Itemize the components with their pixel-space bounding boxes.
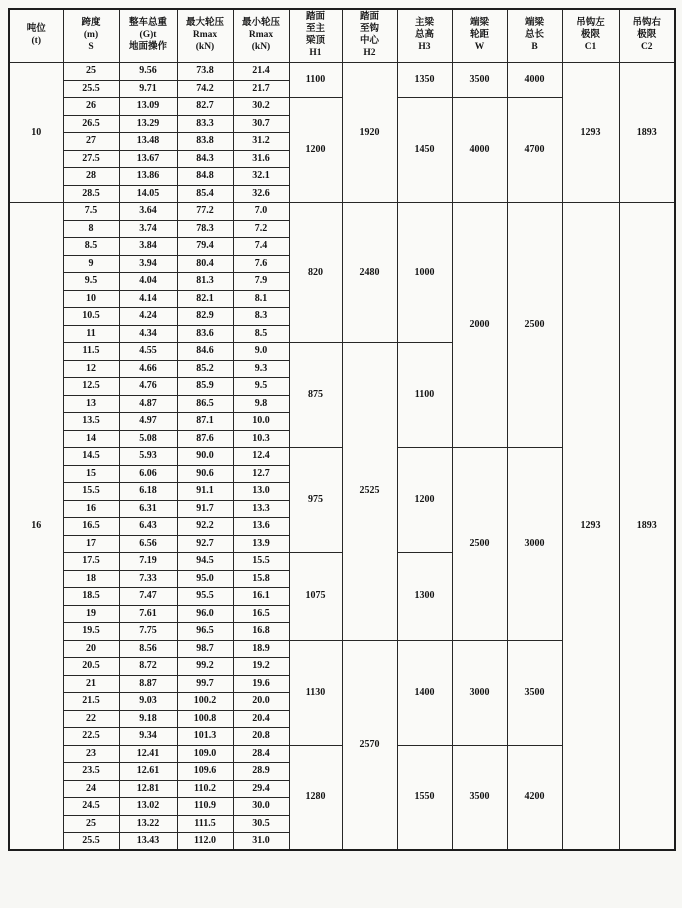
weight-cell: 7.19	[119, 553, 177, 571]
rmin-cell: 18.9	[233, 640, 289, 658]
span-cell: 12.5	[63, 378, 119, 396]
h3-cell: 1100	[397, 343, 452, 448]
rmax-cell: 100.2	[177, 693, 233, 711]
crane-spec-table	[8, 8, 676, 851]
weight-cell: 4.14	[119, 290, 177, 308]
rmin-cell: 28.4	[233, 745, 289, 763]
weight-cell: 13.02	[119, 798, 177, 816]
rmin-cell: 7.2	[233, 220, 289, 238]
span-cell: 26	[63, 98, 119, 116]
rmax-cell: 83.6	[177, 325, 233, 343]
rmin-cell: 30.7	[233, 115, 289, 133]
weight-cell: 12.41	[119, 745, 177, 763]
span-cell: 25.5	[63, 833, 119, 851]
rmin-cell: 10.3	[233, 430, 289, 448]
rmax-cell: 94.5	[177, 553, 233, 571]
span-cell: 21.5	[63, 693, 119, 711]
rmin-cell: 8.1	[233, 290, 289, 308]
weight-cell: 13.43	[119, 833, 177, 851]
span-cell: 8.5	[63, 238, 119, 256]
tonnage-cell: 16	[9, 203, 63, 851]
weight-cell: 6.31	[119, 500, 177, 518]
rmax-cell: 80.4	[177, 255, 233, 273]
rmax-cell: 84.8	[177, 168, 233, 186]
span-cell: 25	[63, 63, 119, 81]
span-cell: 16.5	[63, 518, 119, 536]
h3-cell: 1300	[397, 553, 452, 641]
rmin-cell: 7.0	[233, 203, 289, 221]
rmax-cell: 110.9	[177, 798, 233, 816]
weight-cell: 14.05	[119, 185, 177, 203]
rmin-cell: 21.7	[233, 80, 289, 98]
weight-cell: 8.72	[119, 658, 177, 676]
weight-cell: 8.56	[119, 640, 177, 658]
b-cell: 4700	[507, 98, 562, 203]
rmin-cell: 15.5	[233, 553, 289, 571]
h3-cell: 1200	[397, 448, 452, 553]
span-cell: 19.5	[63, 623, 119, 641]
rmin-cell: 31.6	[233, 150, 289, 168]
column-header-w: 端梁 轮距 W	[452, 9, 507, 63]
c2-cell: 1893	[619, 63, 675, 203]
span-cell: 18.5	[63, 588, 119, 606]
span-cell: 11	[63, 325, 119, 343]
weight-cell: 13.67	[119, 150, 177, 168]
weight-cell: 3.84	[119, 238, 177, 256]
rmin-cell: 9.5	[233, 378, 289, 396]
weight-cell: 8.87	[119, 675, 177, 693]
rmax-cell: 85.4	[177, 185, 233, 203]
column-header-h2: 踏面 至钩 中心 H2	[342, 9, 397, 63]
span-cell: 9.5	[63, 273, 119, 291]
h1-cell: 820	[289, 203, 342, 343]
rmax-cell: 84.6	[177, 343, 233, 361]
span-cell: 24	[63, 780, 119, 798]
table-row	[9, 63, 675, 81]
rmin-cell: 10.0	[233, 413, 289, 431]
weight-cell: 13.48	[119, 133, 177, 151]
rmin-cell: 12.4	[233, 448, 289, 466]
rmin-cell: 30.2	[233, 98, 289, 116]
tonnage-cell: 10	[9, 63, 63, 203]
rmin-cell: 13.3	[233, 500, 289, 518]
weight-cell: 9.34	[119, 728, 177, 746]
h1-cell: 1075	[289, 553, 342, 641]
table-row	[9, 203, 675, 221]
rmax-cell: 90.0	[177, 448, 233, 466]
rmax-cell: 86.5	[177, 395, 233, 413]
header-row	[9, 9, 675, 63]
rmin-cell: 19.2	[233, 658, 289, 676]
rmin-cell: 31.2	[233, 133, 289, 151]
rmax-cell: 96.0	[177, 605, 233, 623]
span-cell: 9	[63, 255, 119, 273]
rmax-cell: 77.2	[177, 203, 233, 221]
column-header-c1: 吊钩左 极限 C1	[562, 9, 619, 63]
span-cell: 19	[63, 605, 119, 623]
span-cell: 22	[63, 710, 119, 728]
rmin-cell: 13.9	[233, 535, 289, 553]
span-cell: 15	[63, 465, 119, 483]
rmax-cell: 85.9	[177, 378, 233, 396]
rmin-cell: 8.3	[233, 308, 289, 326]
span-cell: 28.5	[63, 185, 119, 203]
span-cell: 26.5	[63, 115, 119, 133]
c2-cell: 1893	[619, 203, 675, 851]
b-cell: 4200	[507, 745, 562, 850]
rmax-cell: 109.0	[177, 745, 233, 763]
column-header-rmax: 最大轮压 Rmax (kN)	[177, 9, 233, 63]
rmax-cell: 112.0	[177, 833, 233, 851]
rmax-cell: 92.7	[177, 535, 233, 553]
weight-cell: 13.86	[119, 168, 177, 186]
rmin-cell: 12.7	[233, 465, 289, 483]
weight-cell: 4.55	[119, 343, 177, 361]
table-header	[9, 9, 675, 63]
column-header-tonnage: 吨位 (t)	[9, 9, 63, 63]
span-cell: 27.5	[63, 150, 119, 168]
column-header-c2: 吊钩右 极限 C2	[619, 9, 675, 63]
weight-cell: 13.22	[119, 815, 177, 833]
w-cell: 2000	[452, 203, 507, 448]
rmin-cell: 9.3	[233, 360, 289, 378]
span-cell: 7.5	[63, 203, 119, 221]
h3-cell: 1450	[397, 98, 452, 203]
weight-cell: 9.71	[119, 80, 177, 98]
b-cell: 2500	[507, 203, 562, 448]
rmax-cell: 95.5	[177, 588, 233, 606]
h2-cell: 2570	[342, 640, 397, 850]
span-cell: 23	[63, 745, 119, 763]
rmax-cell: 111.5	[177, 815, 233, 833]
rmin-cell: 31.0	[233, 833, 289, 851]
rmax-cell: 83.3	[177, 115, 233, 133]
h1-cell: 1280	[289, 745, 342, 850]
rmin-cell: 13.0	[233, 483, 289, 501]
h3-cell: 1350	[397, 63, 452, 98]
weight-cell: 6.43	[119, 518, 177, 536]
rmax-cell: 83.8	[177, 133, 233, 151]
rmin-cell: 16.5	[233, 605, 289, 623]
column-header-b: 端梁 总长 B	[507, 9, 562, 63]
rmax-cell: 98.7	[177, 640, 233, 658]
rmin-cell: 20.8	[233, 728, 289, 746]
c1-cell: 1293	[562, 63, 619, 203]
rmax-cell: 110.2	[177, 780, 233, 798]
weight-cell: 3.64	[119, 203, 177, 221]
span-cell: 20.5	[63, 658, 119, 676]
column-header-h1: 踏面 至主 梁顶 H1	[289, 9, 342, 63]
weight-cell: 4.66	[119, 360, 177, 378]
rmax-cell: 79.4	[177, 238, 233, 256]
span-cell: 14.5	[63, 448, 119, 466]
rmin-cell: 15.8	[233, 570, 289, 588]
rmax-cell: 100.8	[177, 710, 233, 728]
rmax-cell: 87.1	[177, 413, 233, 431]
rmin-cell: 19.6	[233, 675, 289, 693]
rmin-cell: 16.1	[233, 588, 289, 606]
span-cell: 10	[63, 290, 119, 308]
rmax-cell: 82.9	[177, 308, 233, 326]
rmax-cell: 74.2	[177, 80, 233, 98]
rmax-cell: 96.5	[177, 623, 233, 641]
rmax-cell: 91.7	[177, 500, 233, 518]
rmin-cell: 7.6	[233, 255, 289, 273]
span-cell: 16	[63, 500, 119, 518]
rmin-cell: 7.4	[233, 238, 289, 256]
h2-cell: 1920	[342, 63, 397, 203]
rmin-cell: 16.8	[233, 623, 289, 641]
weight-cell: 7.47	[119, 588, 177, 606]
rmax-cell: 95.0	[177, 570, 233, 588]
span-cell: 24.5	[63, 798, 119, 816]
weight-cell: 7.61	[119, 605, 177, 623]
w-cell: 3500	[452, 63, 507, 98]
weight-cell: 5.08	[119, 430, 177, 448]
rmin-cell: 21.4	[233, 63, 289, 81]
weight-cell: 6.06	[119, 465, 177, 483]
span-cell: 17	[63, 535, 119, 553]
h3-cell: 1000	[397, 203, 452, 343]
h1-cell: 975	[289, 448, 342, 553]
rmin-cell: 20.0	[233, 693, 289, 711]
weight-cell: 6.18	[119, 483, 177, 501]
span-cell: 11.5	[63, 343, 119, 361]
h2-cell: 2525	[342, 343, 397, 641]
h1-cell: 1130	[289, 640, 342, 745]
column-header-span: 跨度 (m) S	[63, 9, 119, 63]
rmax-cell: 84.3	[177, 150, 233, 168]
rmin-cell: 30.0	[233, 798, 289, 816]
span-cell: 20	[63, 640, 119, 658]
rmin-cell: 32.6	[233, 185, 289, 203]
weight-cell: 12.81	[119, 780, 177, 798]
span-cell: 25.5	[63, 80, 119, 98]
h3-cell: 1400	[397, 640, 452, 745]
rmin-cell: 7.9	[233, 273, 289, 291]
column-header-rmin: 最小轮压 Rmax (kN)	[233, 9, 289, 63]
weight-cell: 6.56	[119, 535, 177, 553]
weight-cell: 9.56	[119, 63, 177, 81]
rmin-cell: 9.0	[233, 343, 289, 361]
rmin-cell: 29.4	[233, 780, 289, 798]
rmin-cell: 9.8	[233, 395, 289, 413]
weight-cell: 9.03	[119, 693, 177, 711]
span-cell: 15.5	[63, 483, 119, 501]
rmax-cell: 81.3	[177, 273, 233, 291]
w-cell: 4000	[452, 98, 507, 203]
h1-cell: 1100	[289, 63, 342, 98]
column-header-h3: 主梁 总高 H3	[397, 9, 452, 63]
rmax-cell: 85.2	[177, 360, 233, 378]
rmax-cell: 73.8	[177, 63, 233, 81]
rmin-cell: 8.5	[233, 325, 289, 343]
rmin-cell: 30.5	[233, 815, 289, 833]
span-cell: 17.5	[63, 553, 119, 571]
table-body	[9, 63, 675, 851]
h3-cell: 1550	[397, 745, 452, 850]
c1-cell: 1293	[562, 203, 619, 851]
weight-cell: 13.29	[119, 115, 177, 133]
weight-cell: 9.18	[119, 710, 177, 728]
weight-cell: 12.61	[119, 763, 177, 781]
rmin-cell: 20.4	[233, 710, 289, 728]
w-cell: 3500	[452, 745, 507, 850]
span-cell: 21	[63, 675, 119, 693]
span-cell: 27	[63, 133, 119, 151]
rmax-cell: 101.3	[177, 728, 233, 746]
w-cell: 3000	[452, 640, 507, 745]
span-cell: 8	[63, 220, 119, 238]
weight-cell: 3.74	[119, 220, 177, 238]
weight-cell: 7.33	[119, 570, 177, 588]
rmax-cell: 91.1	[177, 483, 233, 501]
b-cell: 4000	[507, 63, 562, 98]
weight-cell: 4.04	[119, 273, 177, 291]
span-cell: 12	[63, 360, 119, 378]
span-cell: 14	[63, 430, 119, 448]
w-cell: 2500	[452, 448, 507, 641]
weight-cell: 4.76	[119, 378, 177, 396]
h1-cell: 1200	[289, 98, 342, 203]
rmax-cell: 99.7	[177, 675, 233, 693]
weight-cell: 4.24	[119, 308, 177, 326]
rmin-cell: 13.6	[233, 518, 289, 536]
span-cell: 28	[63, 168, 119, 186]
weight-cell: 5.93	[119, 448, 177, 466]
span-cell: 25	[63, 815, 119, 833]
h2-cell: 2480	[342, 203, 397, 343]
rmax-cell: 99.2	[177, 658, 233, 676]
rmax-cell: 78.3	[177, 220, 233, 238]
b-cell: 3000	[507, 448, 562, 641]
span-cell: 18	[63, 570, 119, 588]
weight-cell: 7.75	[119, 623, 177, 641]
weight-cell: 4.34	[119, 325, 177, 343]
weight-cell: 13.09	[119, 98, 177, 116]
rmax-cell: 87.6	[177, 430, 233, 448]
weight-cell: 4.97	[119, 413, 177, 431]
span-cell: 13	[63, 395, 119, 413]
b-cell: 3500	[507, 640, 562, 745]
span-cell: 22.5	[63, 728, 119, 746]
weight-cell: 4.87	[119, 395, 177, 413]
rmin-cell: 28.9	[233, 763, 289, 781]
rmin-cell: 32.1	[233, 168, 289, 186]
rmax-cell: 109.6	[177, 763, 233, 781]
h1-cell: 875	[289, 343, 342, 448]
rmax-cell: 82.7	[177, 98, 233, 116]
rmax-cell: 82.1	[177, 290, 233, 308]
span-cell: 13.5	[63, 413, 119, 431]
span-cell: 10.5	[63, 308, 119, 326]
column-header-weight: 整车总重 (G)t 地面操作	[119, 9, 177, 63]
span-cell: 23.5	[63, 763, 119, 781]
rmax-cell: 90.6	[177, 465, 233, 483]
rmax-cell: 92.2	[177, 518, 233, 536]
weight-cell: 3.94	[119, 255, 177, 273]
